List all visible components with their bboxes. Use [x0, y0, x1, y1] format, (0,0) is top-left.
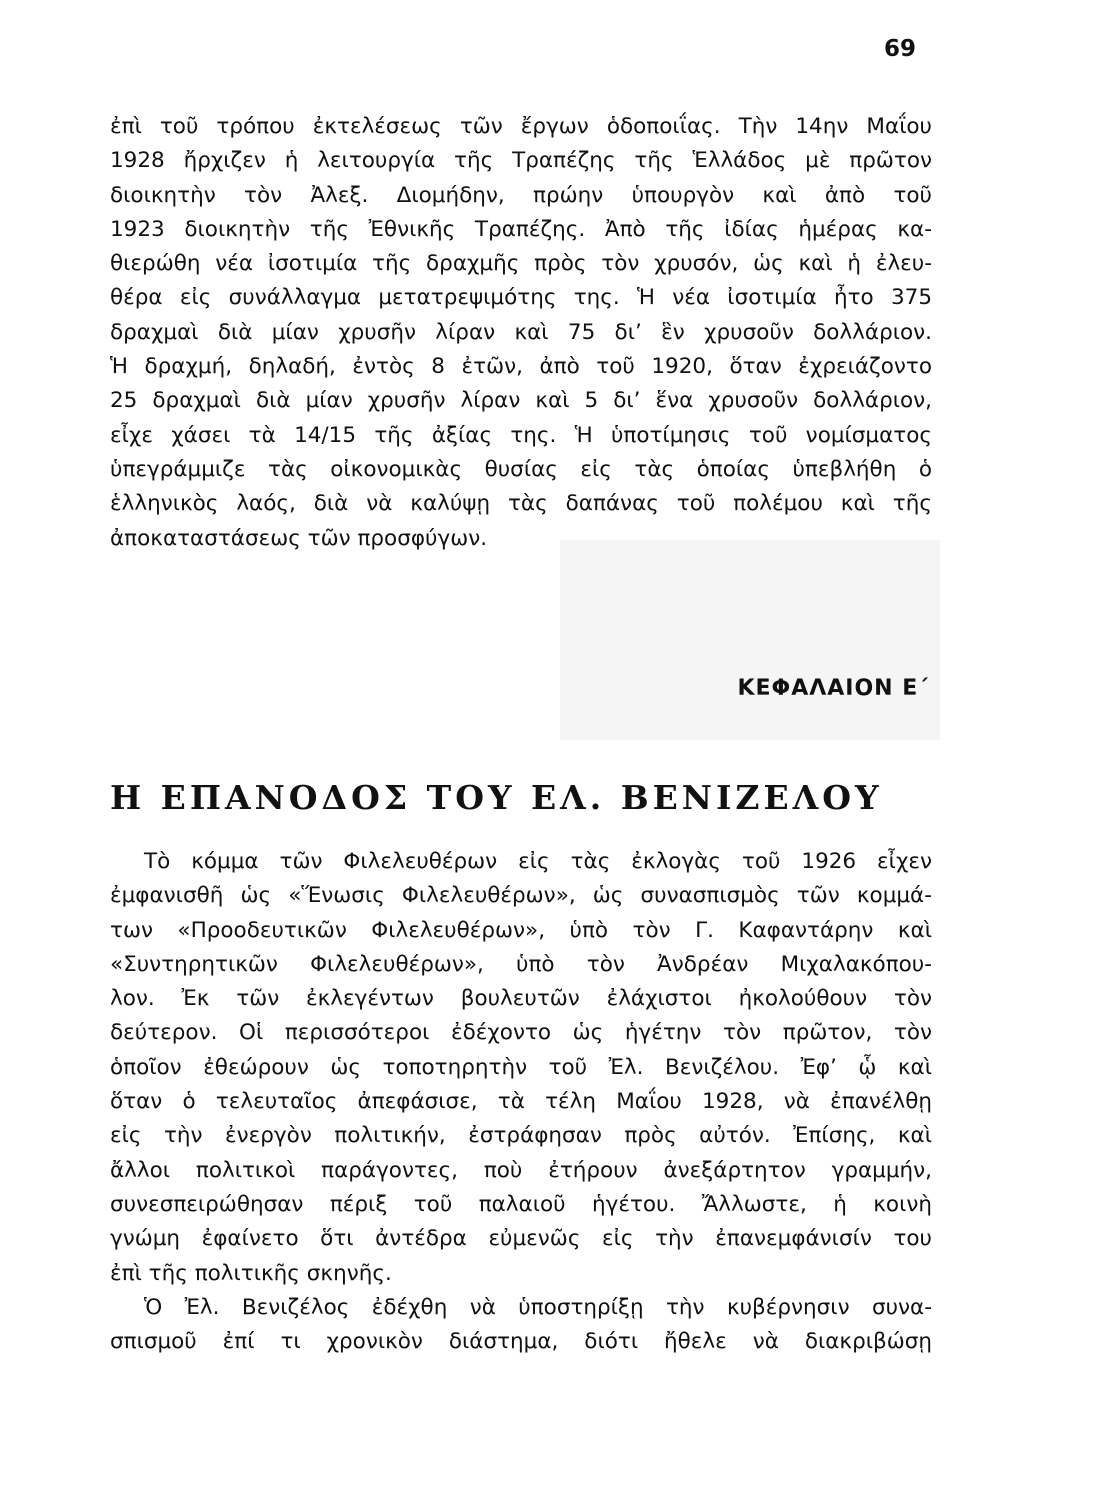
text-line: εἶχε χάσει τὰ 14/15 τῆς ἀξίας της. Ἡ ὑποτίμησις τοῦ νομίσματος [110, 422, 932, 448]
text-line: ὑπεγράμμιζε τὰς οἰκονομικὰς θυσίας εἰς τὰς ὁποίας ὑπεβλήθη ὁ [110, 456, 932, 482]
text-line: συνεσπειρώθησαν πέριξ τοῦ παλαιοῦ ἡγέτου. Ἄλλωστε, ἡ κοινὴ [110, 1191, 932, 1217]
show-through-shadow [560, 540, 940, 740]
text-line: ὅταν ὁ τελευταῖος ἀπεφάσισε, τὰ τέλη Μαΐου 1928, νὰ ἐπανέλθῃ [110, 1089, 932, 1115]
text-line: 1923 διοικητὴν τῆς Ἐθνικῆς Τραπέζης. Ἀπὸ τῆς ἰδίας ἡμέρας κα- [110, 216, 932, 242]
page-number: 69 [884, 36, 917, 62]
text-line: γνώμη ἐφαίνετο ὅτι ἀντέδρα εὐμενῶς εἰς τὴν ἐπανεμφάνισίν του [110, 1226, 932, 1252]
text-line: Ὁ Ἐλ. Βενιζέλος ἐδέχθη νὰ ὑποστηρίξῃ τὴν κυβέρνησιν συνα- [144, 1295, 932, 1320]
text-line: ἀποκαταστάσεως τῶν προσφύγων. [110, 525, 488, 551]
text-line: ἐπὶ τῆς πολιτικῆς σκηνῆς. [110, 1260, 392, 1286]
text-line: διοικητὴν τὸν Ἀλεξ. Διομήδην, πρώην ὑπουργὸν καὶ ἀπὸ τοῦ [110, 182, 932, 208]
text-line: 1928 ἤρχιζεν ἡ λειτουργία τῆς Τραπέζης τῆς Ἑλλάδος μὲ πρῶτον [110, 148, 932, 174]
text-line: των «Προοδευτικῶν Φιλελευθέρων», ὑπὸ τὸν Γ. Καφαντάρην καὶ [110, 917, 932, 943]
text-line: λον. Ἐκ τῶν ἐκλεγέντων βουλευτῶν ἐλάχιστοι ἠκολούθουν τὸν [110, 986, 932, 1012]
text-line: ὁποῖον ἐθεώρουν ὡς τοποτηρητὴν τοῦ Ἐλ. Βενιζέλου. Ἐφ’ ᾧ καὶ [110, 1054, 932, 1080]
text-line: θέρα εἰς συνάλλαγμα μετατρεψιμότης της. Ἡ νέα ἰσοτιμία ἦτο 375 [110, 285, 932, 311]
chapter-label: ΚΕΦΑΛΑΙΟΝ Ε΄ [737, 676, 929, 701]
text-line: δραχμαὶ διὰ μίαν χρυσῆν λίραν καὶ 75 δι’ ἓν χρυσοῦν δολλάριον. [110, 319, 932, 345]
text-line: ἄλλοι πολιτικοὶ παράγοντες, ποὺ ἐτήρουν ἀνεξάρτητον γραμμήν, [110, 1157, 932, 1183]
text-line: ἐμφανισθῆ ὡς «Ἕνωσις Φιλελευθέρων», ὡς συνασπισμὸς τῶν κομμά- [110, 883, 932, 909]
paragraph-2 [110, 845, 932, 1291]
text-line: θιερώθη νέα ἰσοτιμία τῆς δραχμῆς πρὸς τὸν χρυσόν, ὡς καὶ ἡ ἐλευ- [110, 251, 932, 277]
text-line: ἐπὶ τοῦ τρόπου ἐκτελέσεως τῶν ἔργων ὁδοποιΐας. Τὴν 14ην Μαΐου [110, 114, 932, 139]
text-line: σπισμοῦ ἐπί τι χρονικὸν διάστημα, διότι ἤθελε νὰ διακριβώσῃ [110, 1329, 932, 1355]
text-line: δεύτερον. Οἱ περισσότεροι ἐδέχοντο ὡς ἡγέτην τὸν πρῶτον, τὸν [110, 1020, 932, 1046]
text-line: Τὸ κόμμα τῶν Φιλελευθέρων εἰς τὰς ἐκλογὰς τοῦ 1926 εἶχεν [144, 849, 932, 874]
text-line: 25 δραχμαὶ διὰ μίαν χρυσῆν λίραν καὶ 5 δι’ ἕνα χρυσοῦν δολλάριον, [110, 388, 932, 414]
text-line: ἑλληνικὸς λαός, διὰ νὰ καλύψῃ τὰς δαπάνας τοῦ πολέμου καὶ τῆς [110, 491, 932, 517]
paragraph-3 [110, 1291, 932, 1360]
text-line: «Συντηρητικῶν Φιλελευθέρων», ὑπὸ τὸν Ἀνδρέαν Μιχαλακόπου- [110, 951, 932, 977]
text-line: εἰς τὴν ἐνεργὸν πολιτικήν, ἐστράφησαν πρὸς αὐτόν. Ἐπίσης, καὶ [110, 1123, 932, 1149]
chapter-title: Η ΕΠΑΝΟΔΟΣ ΤΟΥ ΕΛ. ΒΕΝΙΖΕΛΟΥ [110, 778, 883, 817]
paragraph-1 [110, 110, 932, 556]
text-line: Ἡ δραχμή, δηλαδή, ἐντὸς 8 ἐτῶν, ἀπὸ τοῦ 1920, ὅταν ἐχρειάζοντο [110, 354, 932, 380]
